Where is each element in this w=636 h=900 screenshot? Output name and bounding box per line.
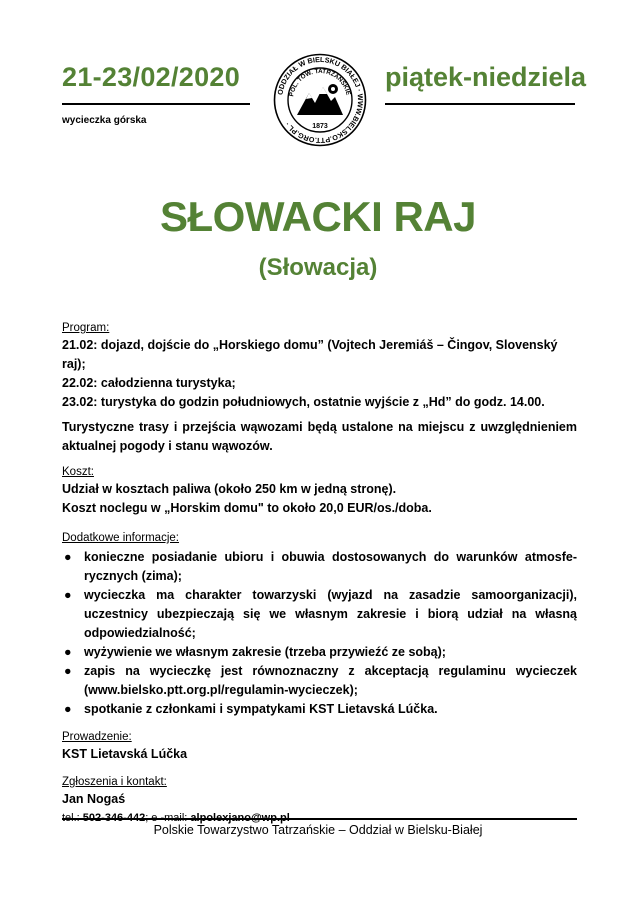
- leaders-section: [62, 729, 577, 764]
- cost-item: Udział w kosztach paliwa (około 250 km w jedną stronę).: [62, 482, 397, 496]
- list-item: ● zapis na wycieczkę jest równoznaczny z akceptacją regulaminu wycieczek (www.bielsko.ptt.org.pl/regulamin-wycieczek);: [64, 664, 577, 697]
- list-item: ● konieczne posiadanie ubioru i obuwia dostosowanych do warunków atmosfe-rycznych (zima);: [64, 550, 577, 583]
- svg-text:1873: 1873: [312, 123, 328, 130]
- leaders-label: Prowadzenie:: [62, 731, 132, 743]
- program-section: [62, 320, 577, 456]
- program-label: Program:: [62, 322, 110, 334]
- additional-info-list: [62, 548, 577, 719]
- bullet-icon: ●: [64, 550, 72, 564]
- program-note: Turystyczne trasy i przejścia wąwozami będą ustalone na miejscu z uwzględnieniem aktualnej pogody i stanu wąwozów.: [62, 420, 577, 453]
- svg-text:ODDZIAŁ W BIELSKU BIAŁEJ · WWW: ODDZIAŁ W BIELSKU BIAŁEJ · WWW.BIELSKO.PTT.ORG.PL ·: [275, 54, 366, 146]
- bullet-icon: ●: [64, 702, 72, 716]
- bullet-icon: ●: [64, 588, 72, 602]
- bullet-icon: ●: [64, 645, 72, 659]
- page-subtitle: (Słowacja): [258, 254, 378, 281]
- contact-label: Zgłoszenia i kontakt:: [62, 776, 167, 788]
- header-divider-left: [62, 103, 250, 105]
- cost-item: Koszt noclegu w „Horskim domu" to około 20,0 EUR/os./doba.: [62, 501, 432, 515]
- main-content: [62, 320, 577, 828]
- footer-text: Polskie Towarzystwo Tatrzańskie – Oddział w Bielsku-Białej: [153, 823, 483, 837]
- list-item: ● spotkanie z członkami i sympatykami KST Lietavská Lúčka.: [62, 700, 577, 719]
- program-item: 23.02: turystyka do godzin południowych, ostatnie wyjście z „Hd” do godz. 14.00.: [62, 395, 545, 409]
- ptt-logo: [273, 53, 367, 147]
- trip-date: 21-23/02/2020: [62, 62, 241, 92]
- list-item: ● wyżywienie we własnym zakresie (trzeba przywieźć ze sobą);: [62, 643, 577, 662]
- additional-info-label: Dodatkowe informacje:: [62, 532, 179, 544]
- cost-section: [62, 464, 577, 518]
- program-item: 21.02: dojazd, dojście do „Horskiego domu” (Vojtech Jeremiáš – Čingov, Slovenský raj);: [62, 338, 558, 371]
- leaders-value: KST Lietavská Lúčka: [62, 747, 188, 761]
- contact-name: Jan Nogaś: [62, 792, 126, 806]
- trip-days: piątek-niedziela: [385, 62, 587, 92]
- bullet-icon: ●: [64, 664, 72, 678]
- svg-text:POL. TOW. TATRZAŃSKIE: POL. TOW. TATRZAŃSKIE: [288, 67, 352, 98]
- trip-kind: wycieczka górska: [62, 115, 147, 126]
- header-divider-right: [385, 103, 575, 105]
- list-item: ● wycieczka ma charakter towarzyski (wyjazd na zasadzie samoorganizacji), uczestnicy ubezpieczają się we własnym zakresie i biorą udział na własną odpowiedzialność;: [64, 588, 577, 640]
- cost-label: Koszt:: [62, 466, 94, 478]
- additional-info-section: [62, 530, 577, 719]
- footer-divider: [62, 818, 577, 820]
- program-item: 22.02: całodzienna turystyka;: [62, 376, 236, 390]
- page-title: SŁOWACKI RAJ: [159, 193, 476, 240]
